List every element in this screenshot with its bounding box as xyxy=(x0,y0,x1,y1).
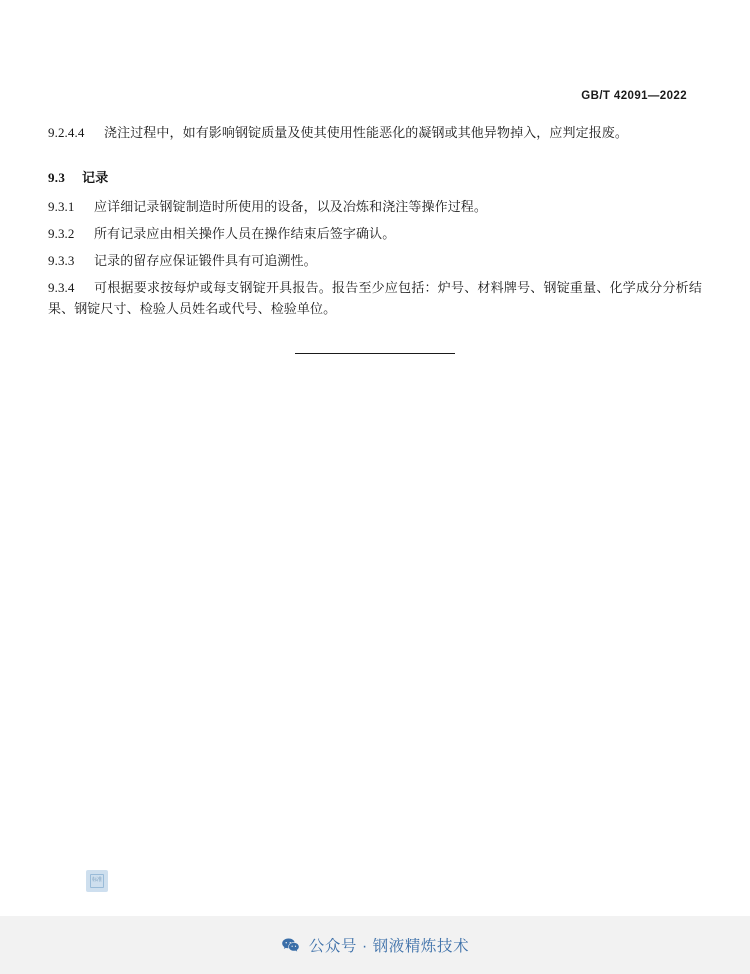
clause-number: 9.3 xyxy=(48,170,66,186)
paragraph-text: 记录的留存应保证锻件具有可追溯性。 xyxy=(94,253,317,269)
paragraph-number: 9.2.4.4 xyxy=(48,125,85,140)
paragraph-number: 9.3.2 xyxy=(48,226,75,242)
end-rule-wrapper xyxy=(48,341,702,359)
document-body xyxy=(48,122,702,359)
footer-content xyxy=(281,934,469,956)
paragraph-number: 9.3.3 xyxy=(48,253,75,269)
paragraph-text: 所有记录应由相关操作人员在操作结束后签字确认。 xyxy=(94,226,396,242)
paragraph-number: 9.3.1 xyxy=(48,199,75,215)
paragraph-9-3-4 xyxy=(48,277,702,319)
paragraph-text: 可根据要求按每炉或每支钢锭开具报告。报告至少应包括：炉号、材料牌号、钢锭重量、化学成分分析结果、钢锭尺寸、检验人员姓名或代号、检验单位。 xyxy=(48,280,702,317)
paragraph-text: 浇注过程中，如有影响钢锭质量及使其使用性能恶化的凝钢或其他异物掉入，应判定报废。 xyxy=(104,125,629,140)
end-of-text-rule xyxy=(295,353,455,354)
clause-title: 记录 xyxy=(82,170,109,186)
clause-heading-9-3 xyxy=(48,167,702,186)
page-footer xyxy=(0,916,750,974)
paragraph-number: 9.3.4 xyxy=(48,280,75,296)
paragraph-9-2-4-4 xyxy=(48,122,702,143)
page-header-standard-code: GB/T 42091—2022 xyxy=(581,90,687,102)
wechat-icon xyxy=(281,936,300,955)
paragraph-9-3-3 xyxy=(48,250,702,271)
spacer xyxy=(48,149,702,153)
paragraph-9-3-2 xyxy=(48,223,702,244)
paragraph-text: 应详细记录钢锭制造时所使用的设备，以及冶炼和浇注等操作过程。 xyxy=(94,199,488,215)
watermark-stamp xyxy=(86,870,108,892)
stamp-label: 标准 xyxy=(91,877,102,883)
footer-account-name: 公众号 · 钢液精炼技术 xyxy=(308,938,470,955)
paragraph-9-3-1 xyxy=(48,196,702,217)
